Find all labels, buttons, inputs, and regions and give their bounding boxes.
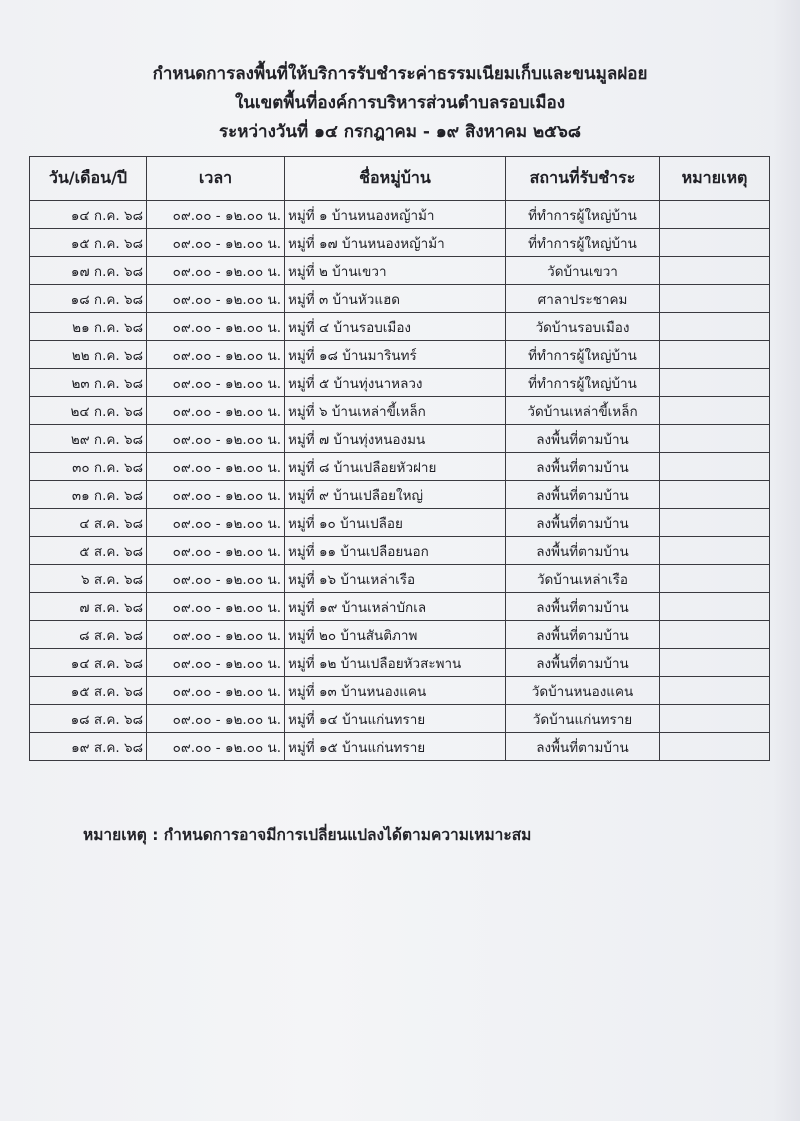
- cell-time: ๐๙.๐๐ - ๑๒.๐๐ น.: [147, 369, 285, 397]
- table-row: [30, 593, 770, 621]
- cell-time: ๐๙.๐๐ - ๑๒.๐๐ น.: [147, 425, 285, 453]
- cell-time: ๐๙.๐๐ - ๑๒.๐๐ น.: [147, 341, 285, 369]
- table-header-row: [30, 157, 770, 201]
- cell-place: ลงพื้นที่ตามบ้าน: [506, 649, 660, 677]
- table-row: [30, 565, 770, 593]
- cell-note: [660, 285, 770, 313]
- cell-village: หมู่ที่ ๑ บ้านหนองหญ้าม้า: [285, 201, 506, 229]
- cell-note: [660, 201, 770, 229]
- cell-date: ๑๘ ส.ค. ๖๘: [30, 705, 147, 733]
- cell-date: ๗ ส.ค. ๖๘: [30, 593, 147, 621]
- cell-place: ลงพื้นที่ตามบ้าน: [506, 425, 660, 453]
- table-row: [30, 733, 770, 761]
- paper-edge-shadow: [772, 0, 800, 1121]
- cell-note: [660, 397, 770, 425]
- cell-note: [660, 313, 770, 341]
- cell-time: ๐๙.๐๐ - ๑๒.๐๐ น.: [147, 397, 285, 425]
- cell-village: หมู่ที่ ๑๙ บ้านเหล่าบักเล: [285, 593, 506, 621]
- cell-note: [660, 677, 770, 705]
- cell-village: หมู่ที่ ๑๒ บ้านเปลือยหัวสะพาน: [285, 649, 506, 677]
- table-row: [30, 481, 770, 509]
- cell-date: ๒๙ ก.ค. ๖๘: [30, 425, 147, 453]
- table-row: [30, 621, 770, 649]
- cell-village: หมู่ที่ ๑๐ บ้านเปลือย: [285, 509, 506, 537]
- schedule-table: [29, 156, 770, 761]
- header-date: วัน/เดือน/ปี: [30, 157, 147, 201]
- table-row: [30, 397, 770, 425]
- table-row: [30, 649, 770, 677]
- table-row: [30, 257, 770, 285]
- cell-time: ๐๙.๐๐ - ๑๒.๐๐ น.: [147, 509, 285, 537]
- cell-time: ๐๙.๐๐ - ๑๒.๐๐ น.: [147, 537, 285, 565]
- cell-village: หมู่ที่ ๗ บ้านทุ่งหนองมน: [285, 425, 506, 453]
- table-row: [30, 677, 770, 705]
- cell-note: [660, 453, 770, 481]
- cell-place: วัดบ้านเหล่าเรือ: [506, 565, 660, 593]
- cell-date: ๑๕ ก.ค. ๖๘: [30, 229, 147, 257]
- cell-date: ๓๑ ก.ค. ๖๘: [30, 481, 147, 509]
- cell-village: หมู่ที่ ๑๘ บ้านมารินทร์: [285, 341, 506, 369]
- cell-note: [660, 229, 770, 257]
- cell-place: ที่ทำการผู้ใหญ่บ้าน: [506, 229, 660, 257]
- cell-time: ๐๙.๐๐ - ๑๒.๐๐ น.: [147, 481, 285, 509]
- cell-date: ๖ ส.ค. ๖๘: [30, 565, 147, 593]
- cell-village: หมู่ที่ ๑๔ บ้านแก่นทราย: [285, 705, 506, 733]
- cell-place: วัดบ้านแก่นทราย: [506, 705, 660, 733]
- header-time: เวลา: [147, 157, 285, 201]
- cell-place: ลงพื้นที่ตามบ้าน: [506, 537, 660, 565]
- cell-time: ๐๙.๐๐ - ๑๒.๐๐ น.: [147, 565, 285, 593]
- cell-note: [660, 565, 770, 593]
- cell-date: ๒๒ ก.ค. ๖๘: [30, 341, 147, 369]
- cell-place: ลงพื้นที่ตามบ้าน: [506, 621, 660, 649]
- cell-place: วัดบ้านเขวา: [506, 257, 660, 285]
- cell-date: ๑๙ ส.ค. ๖๘: [30, 733, 147, 761]
- cell-note: [660, 509, 770, 537]
- cell-village: หมู่ที่ ๒ บ้านเขวา: [285, 257, 506, 285]
- cell-place: ที่ทำการผู้ใหญ่บ้าน: [506, 369, 660, 397]
- table-body: [30, 201, 770, 761]
- cell-date: ๒๔ ก.ค. ๖๘: [30, 397, 147, 425]
- cell-place: ลงพื้นที่ตามบ้าน: [506, 453, 660, 481]
- cell-village: หมู่ที่ ๑๑ บ้านเปลือยนอก: [285, 537, 506, 565]
- cell-date: ๑๘ ก.ค. ๖๘: [30, 285, 147, 313]
- table-row: [30, 369, 770, 397]
- cell-time: ๐๙.๐๐ - ๑๒.๐๐ น.: [147, 257, 285, 285]
- cell-date: ๑๔ ส.ค. ๖๘: [30, 649, 147, 677]
- cell-time: ๐๙.๐๐ - ๑๒.๐๐ น.: [147, 677, 285, 705]
- cell-place: วัดบ้านหนองแคน: [506, 677, 660, 705]
- cell-place: ที่ทำการผู้ใหญ่บ้าน: [506, 341, 660, 369]
- title-line-2: ในเขตพื้นที่องค์การบริหารส่วนตำบลรอบเมือง: [234, 93, 566, 113]
- cell-place: ที่ทำการผู้ใหญ่บ้าน: [506, 201, 660, 229]
- cell-time: ๐๙.๐๐ - ๑๒.๐๐ น.: [147, 593, 285, 621]
- cell-time: ๐๙.๐๐ - ๑๒.๐๐ น.: [147, 229, 285, 257]
- cell-date: ๔ ส.ค. ๖๘: [30, 509, 147, 537]
- cell-village: หมู่ที่ ๔ บ้านรอบเมือง: [285, 313, 506, 341]
- cell-time: ๐๙.๐๐ - ๑๒.๐๐ น.: [147, 201, 285, 229]
- cell-place: วัดบ้านเหล่าขี้เหล็ก: [506, 397, 660, 425]
- cell-time: ๐๙.๐๐ - ๑๒.๐๐ น.: [147, 453, 285, 481]
- cell-note: [660, 481, 770, 509]
- cell-place: ลงพื้นที่ตามบ้าน: [506, 509, 660, 537]
- header-place: สถานที่รับชำระ: [506, 157, 660, 201]
- cell-village: หมู่ที่ ๘ บ้านเปลือยหัวฝาย: [285, 453, 506, 481]
- cell-place: วัดบ้านรอบเมือง: [506, 313, 660, 341]
- cell-note: [660, 341, 770, 369]
- table-row: [30, 537, 770, 565]
- cell-time: ๐๙.๐๐ - ๑๒.๐๐ น.: [147, 733, 285, 761]
- table-row: [30, 509, 770, 537]
- table-row: [30, 341, 770, 369]
- cell-note: [660, 621, 770, 649]
- cell-village: หมู่ที่ ๒๐ บ้านสันติภาพ: [285, 621, 506, 649]
- cell-note: [660, 593, 770, 621]
- table-row: [30, 705, 770, 733]
- title-line-3: ระหว่างวันที่ ๑๔ กรกฎาคม - ๑๙ สิงหาคม ๒๕๖๘: [219, 122, 581, 142]
- cell-time: ๐๙.๐๐ - ๑๒.๐๐ น.: [147, 649, 285, 677]
- table-row: [30, 453, 770, 481]
- cell-date: ๑๕ ส.ค. ๖๘: [30, 677, 147, 705]
- cell-date: ๘ ส.ค. ๖๘: [30, 621, 147, 649]
- table-row: [30, 425, 770, 453]
- cell-date: ๑๔ ก.ค. ๖๘: [30, 201, 147, 229]
- cell-village: หมู่ที่ ๙ บ้านเปลือยใหญ่: [285, 481, 506, 509]
- cell-date: ๕ ส.ค. ๖๘: [30, 537, 147, 565]
- cell-note: [660, 705, 770, 733]
- cell-time: ๐๙.๐๐ - ๑๒.๐๐ น.: [147, 705, 285, 733]
- cell-date: ๓๐ ก.ค. ๖๘: [30, 453, 147, 481]
- cell-place: ลงพื้นที่ตามบ้าน: [506, 593, 660, 621]
- table-row: [30, 229, 770, 257]
- cell-village: หมู่ที่ ๑๕ บ้านแก่นทราย: [285, 733, 506, 761]
- cell-village: หมู่ที่ ๕ บ้านทุ่งนาหลวง: [285, 369, 506, 397]
- cell-village: หมู่ที่ ๖ บ้านเหล่าขี้เหล็ก: [285, 397, 506, 425]
- document-title: [0, 60, 800, 147]
- cell-note: [660, 537, 770, 565]
- cell-note: [660, 257, 770, 285]
- cell-village: หมู่ที่ ๑๗ บ้านหนองหญ้าม้า: [285, 229, 506, 257]
- cell-time: ๐๙.๐๐ - ๑๒.๐๐ น.: [147, 285, 285, 313]
- table-row: [30, 285, 770, 313]
- cell-date: ๒๓ ก.ค. ๖๘: [30, 369, 147, 397]
- cell-note: [660, 369, 770, 397]
- cell-date: ๑๗ ก.ค. ๖๘: [30, 257, 147, 285]
- header-note: หมายเหตุ: [660, 157, 770, 201]
- cell-note: [660, 649, 770, 677]
- cell-place: ลงพื้นที่ตามบ้าน: [506, 481, 660, 509]
- cell-time: ๐๙.๐๐ - ๑๒.๐๐ น.: [147, 313, 285, 341]
- header-village: ชื่อหมู่บ้าน: [285, 157, 506, 201]
- cell-time: ๐๙.๐๐ - ๑๒.๐๐ น.: [147, 621, 285, 649]
- cell-note: [660, 733, 770, 761]
- cell-place: ลงพื้นที่ตามบ้าน: [506, 733, 660, 761]
- cell-village: หมู่ที่ ๑๓ บ้านหนองแคน: [285, 677, 506, 705]
- cell-village: หมู่ที่ ๓ บ้านหัวแฮด: [285, 285, 506, 313]
- table-row: [30, 201, 770, 229]
- cell-place: ศาลาประชาคม: [506, 285, 660, 313]
- cell-date: ๒๑ ก.ค. ๖๘: [30, 313, 147, 341]
- title-line-1: กำหนดการลงพื้นที่ให้บริการรับชำระค่าธรรมเนียมเก็บและขนมูลฝอย: [152, 64, 648, 84]
- footnote: หมายเหตุ : กำหนดการอาจมีการเปลี่ยนแปลงได้ตามความเหมาะสม: [83, 826, 532, 844]
- cell-village: หมู่ที่ ๑๖ บ้านเหล่าเรือ: [285, 565, 506, 593]
- cell-note: [660, 425, 770, 453]
- table-row: [30, 313, 770, 341]
